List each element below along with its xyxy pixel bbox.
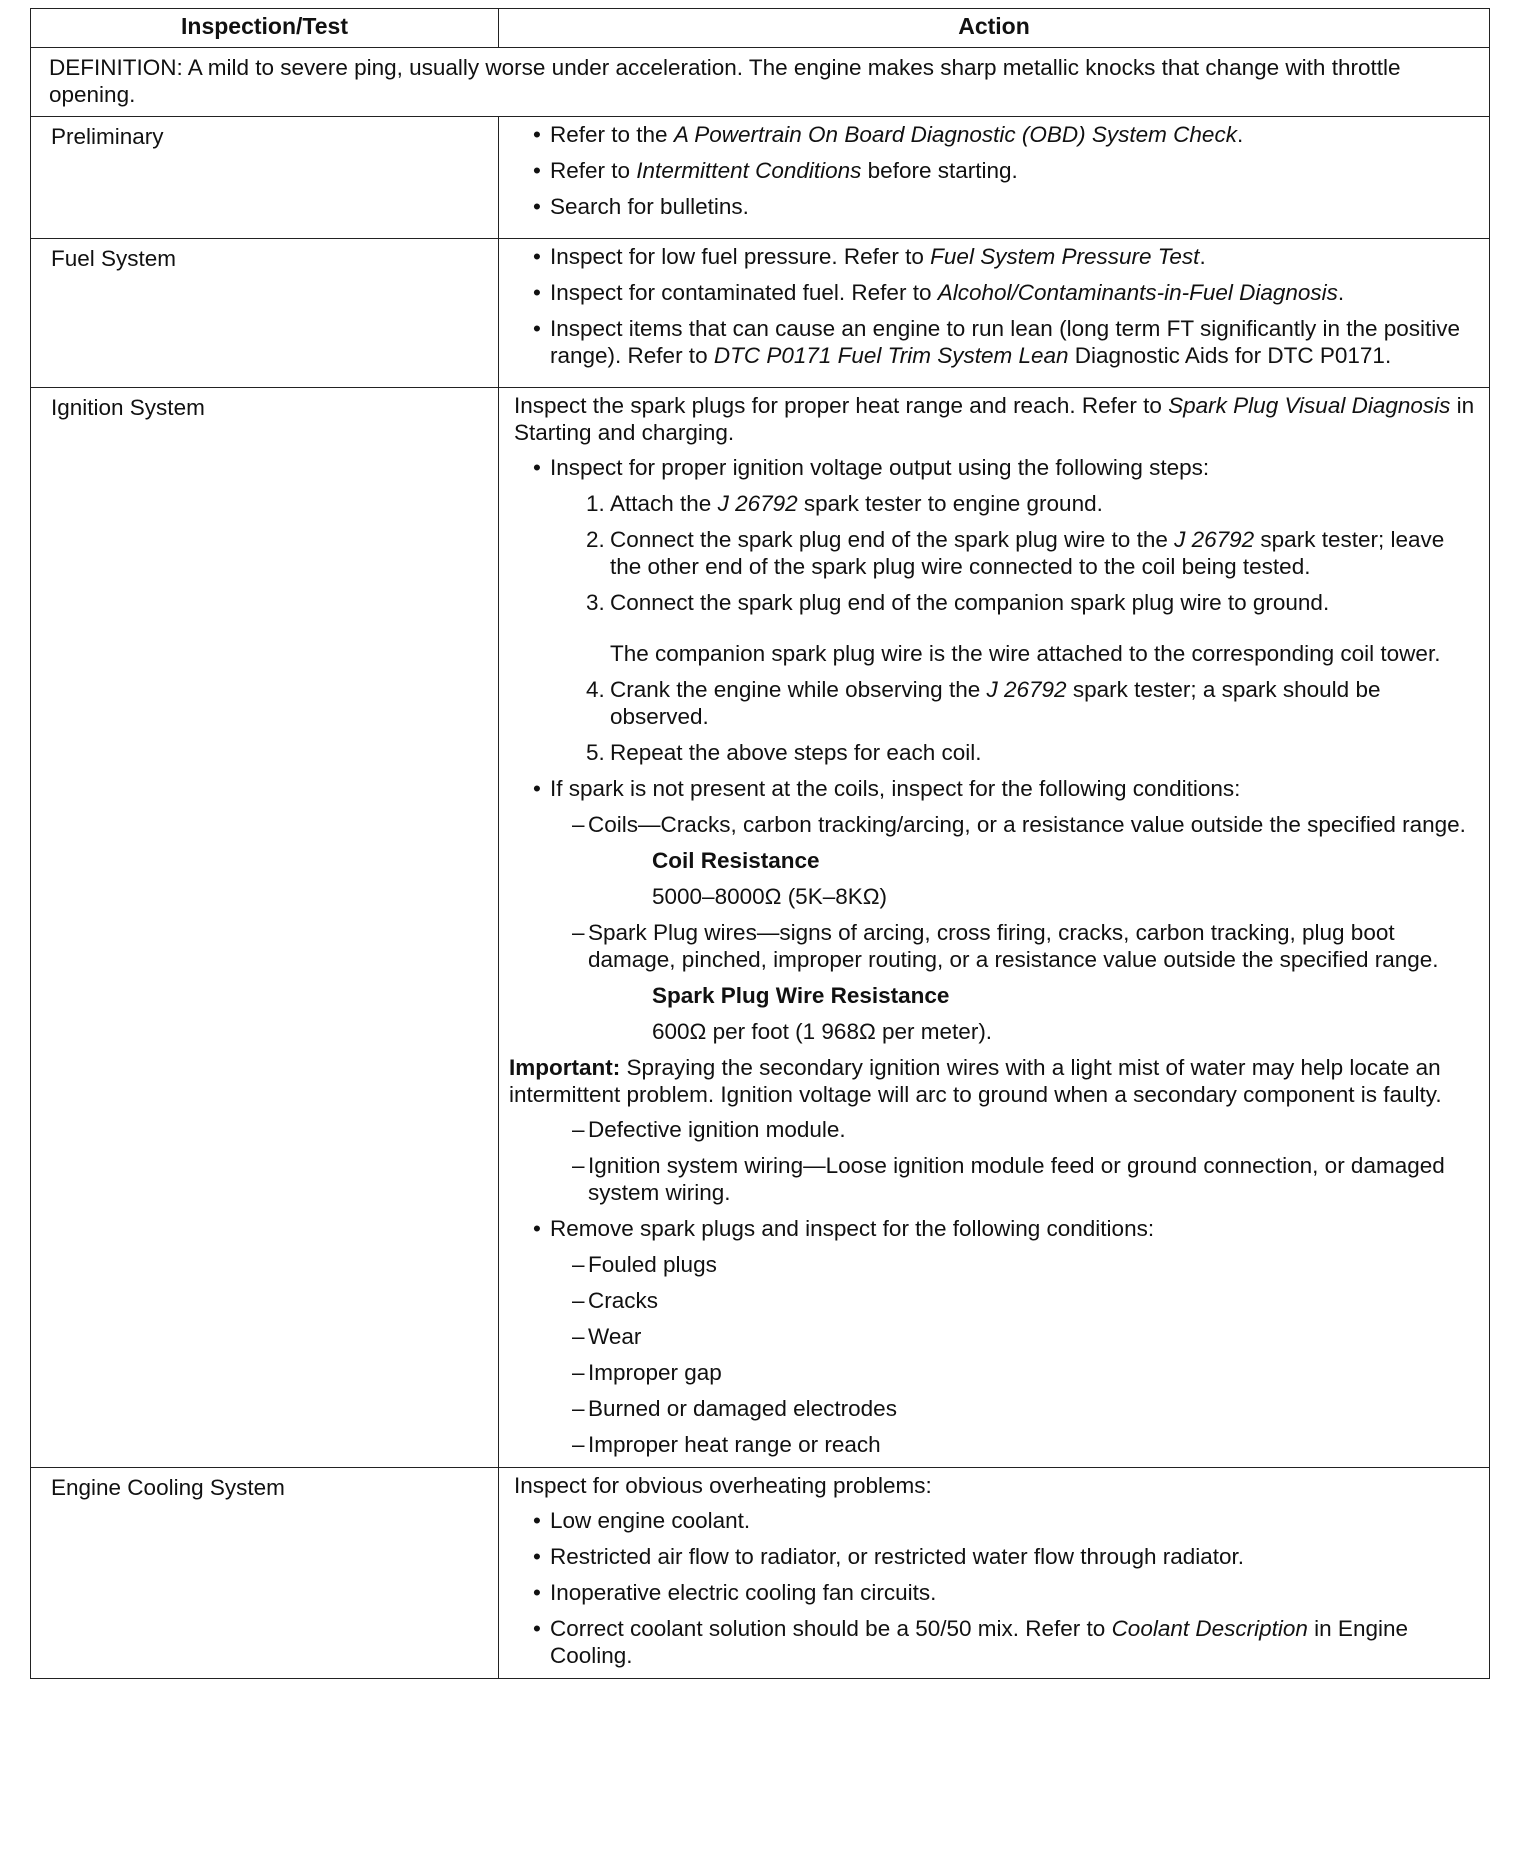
fuel-system-row: [31, 239, 1490, 388]
plug-condition-item: – Improper heat range or reach: [572, 1432, 881, 1457]
bullet-item: • Refer to the A Powertrain On Board Diagnostic (OBD) System Check.: [514, 121, 1479, 148]
header-row: [31, 9, 1490, 48]
plug-condition-item: – Improper gap: [572, 1360, 722, 1385]
bullet-item: • Correct coolant solution should be a 50/50 mix. Refer to Coolant Description in Engine Cooling.: [514, 1615, 1479, 1669]
bullet-item: • Inoperative electric cooling fan circuits.: [514, 1579, 1479, 1606]
bullet-item: • Search for bulletins.: [514, 193, 1479, 220]
preliminary-label: Preliminary: [31, 117, 499, 239]
bullet-item: • Low engine coolant.: [514, 1507, 1479, 1534]
engine-cooling-actions: [499, 1468, 1490, 1679]
bullet-item: • Restricted air flow to radiator, or restricted water flow through radiator.: [514, 1543, 1479, 1570]
diagnostic-document: [30, 8, 1489, 1679]
header-inspection-test: Inspection/Test: [31, 9, 499, 48]
ignition-system-actions: [499, 388, 1490, 1468]
coolant-description-reference: Coolant Description: [1111, 1616, 1308, 1641]
coil-resistance-title: Coil Resistance: [652, 848, 820, 873]
step-item: 2. Connect the spark plug end of the spark plug wire to the J 26792 spark tester; leave the other end of the spark plug wire connected to the coil being tested.: [586, 527, 1445, 579]
dash-item: – Defective ignition module.: [572, 1117, 846, 1142]
dtc-p0171-reference: DTC P0171 Fuel Trim System Lean: [713, 343, 1069, 368]
wire-resistance-title: Spark Plug Wire Resistance: [652, 983, 950, 1008]
step-note: The companion spark plug wire is the wire attached to the corresponding coil tower.: [610, 641, 1441, 666]
ignition-system-label: Ignition System: [31, 388, 499, 1468]
dash-item: – Coils—Cracks, carbon tracking/arcing, or a resistance value outside the specified range.: [572, 812, 1466, 837]
fuel-pressure-test-reference: Fuel System Pressure Test: [930, 244, 1200, 269]
preliminary-row: [31, 117, 1490, 239]
fuel-system-label: Fuel System: [31, 239, 499, 388]
ignition-system-row: [31, 388, 1490, 1468]
dash-item: – Ignition system wiring—Loose ignition module feed or ground connection, or damaged system wiring.: [572, 1153, 1445, 1205]
plug-condition-item: – Fouled plugs: [572, 1252, 717, 1277]
plug-condition-item: – Wear: [572, 1324, 642, 1349]
coil-resistance-value: 5000–8000Ω (5K–8KΩ): [652, 884, 888, 909]
dash-item: – Spark Plug wires—signs of arcing, cross firing, cracks, carbon tracking, plug boot damage, pinched, improper routing, or a resistance value outside the specified range.: [572, 920, 1439, 972]
plug-condition-item: – Burned or damaged electrodes: [572, 1396, 897, 1421]
definition-text: DEFINITION: A mild to severe ping, usually worse under acceleration. The engine makes sharp metallic knocks that change with throttle opening.: [31, 48, 1490, 117]
step-item: 5. Repeat the above steps for each coil.: [586, 740, 982, 765]
engine-cooling-label: Engine Cooling System: [31, 1468, 499, 1679]
header-action: Action: [499, 9, 1490, 48]
fuel-system-actions: [499, 239, 1490, 388]
bullet-item: • If spark is not present at the coils, inspect for the following conditions:: [514, 775, 1479, 802]
cooling-intro: Inspect for obvious overheating problems:: [514, 1473, 932, 1498]
bullet-item: • Inspect for low fuel pressure. Refer to Fuel System Pressure Test.: [514, 243, 1479, 270]
preliminary-actions: [499, 117, 1490, 239]
definition-row: [31, 48, 1490, 117]
important-note: Important: Spraying the secondary ignition wires with a light mist of water may help locate an intermittent problem. Ignition voltage will arc to ground when a secondary component is faulty.: [509, 1055, 1442, 1107]
diagnosis-table: [30, 8, 1490, 1679]
step-item: 1. Attach the J 26792 spark tester to engine ground.: [586, 491, 1103, 516]
spark-plug-visual-reference: Spark Plug Visual Diagnosis: [1168, 393, 1451, 418]
bullet-item: • Refer to Intermittent Conditions before starting.: [514, 157, 1479, 184]
wire-resistance-value: 600Ω per foot (1 968Ω per meter).: [652, 1019, 993, 1044]
bullet-item: • Inspect for proper ignition voltage output using the following steps:: [514, 454, 1479, 481]
bullet-item: • Remove spark plugs and inspect for the following conditions:: [514, 1215, 1479, 1242]
obd-check-reference: A Powertrain On Board Diagnostic (OBD) System Check: [673, 122, 1237, 147]
contaminants-diagnosis-reference: Alcohol/Contaminants-in-Fuel Diagnosis: [937, 280, 1338, 305]
step-item: 3. Connect the spark plug end of the companion spark plug wire to ground.: [586, 590, 1330, 615]
intermittent-conditions-reference: Intermittent Conditions: [636, 158, 862, 183]
bullet-item: • Inspect items that can cause an engine to run lean (long term FT significantly in the positive range). Refer to DTC P0171 Fuel Trim System Lean Diagnostic Aids for DTC P0171.: [514, 315, 1479, 369]
ignition-intro: Inspect the spark plugs for proper heat range and reach. Refer to Spark Plug Visual Diagnosis in Starting and charging.: [514, 393, 1475, 445]
step-item: 4. Crank the engine while observing the J 26792 spark tester; a spark should be observed.: [586, 677, 1381, 729]
plug-condition-item: – Cracks: [572, 1288, 659, 1313]
bullet-item: • Inspect for contaminated fuel. Refer to Alcohol/Contaminants-in-Fuel Diagnosis.: [514, 279, 1479, 306]
engine-cooling-row: [31, 1468, 1490, 1679]
